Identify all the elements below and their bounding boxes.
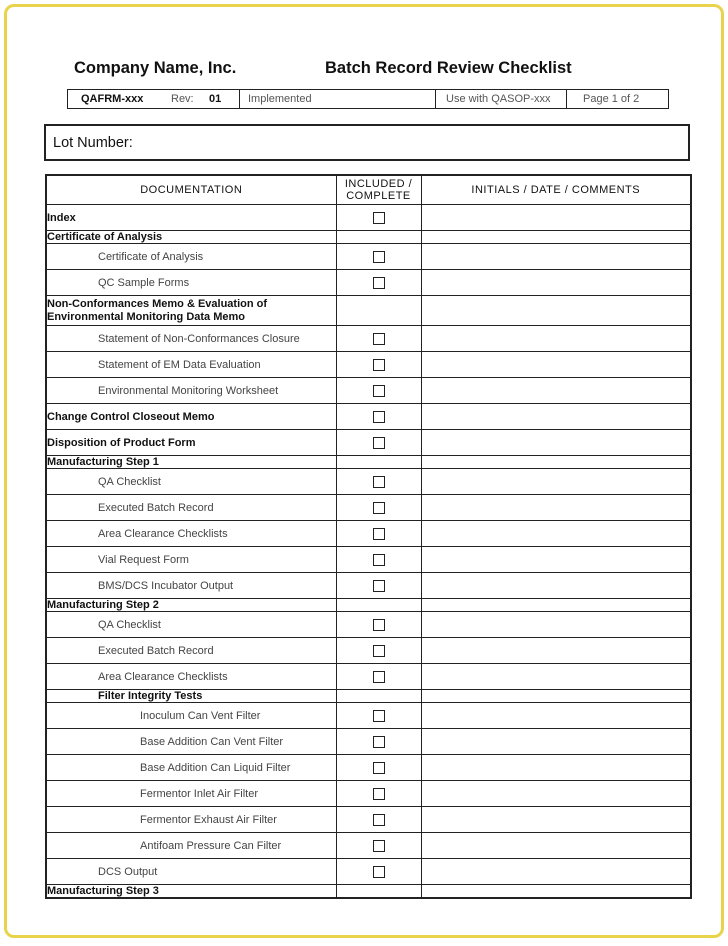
table-row xyxy=(46,612,691,638)
included-cell xyxy=(336,807,421,833)
row-label: Manufacturing Step 1 xyxy=(46,456,336,469)
included-cell xyxy=(336,781,421,807)
column-header-included: INCLUDED / COMPLETE xyxy=(336,175,421,205)
use-with-cell: Use with QASOP-xxx xyxy=(436,90,567,108)
included-cell xyxy=(336,664,421,690)
included-cell xyxy=(336,378,421,404)
row-label: Disposition of Product Form xyxy=(46,430,336,456)
table-row xyxy=(46,469,691,495)
row-label: Antifoam Pressure Can Filter xyxy=(46,833,336,859)
column-header-documentation: DOCUMENTATION xyxy=(46,175,336,205)
comments-cell[interactable] xyxy=(421,755,691,781)
included-checkbox[interactable] xyxy=(373,645,385,657)
row-label: Fermentor Inlet Air Filter xyxy=(46,781,336,807)
included-checkbox[interactable] xyxy=(373,671,385,683)
comments-cell[interactable] xyxy=(421,729,691,755)
included-cell xyxy=(336,573,421,599)
comments-cell[interactable] xyxy=(421,612,691,638)
comments-cell[interactable] xyxy=(421,270,691,296)
comments-cell[interactable] xyxy=(421,703,691,729)
row-label: Environmental Monitoring Worksheet xyxy=(46,378,336,404)
included-cell xyxy=(336,469,421,495)
comments-cell[interactable] xyxy=(421,807,691,833)
table-row xyxy=(46,296,691,326)
table-row xyxy=(46,378,691,404)
included-checkbox[interactable] xyxy=(373,251,385,263)
table-row xyxy=(46,456,691,469)
table-row xyxy=(46,231,691,244)
row-label: Non-Conformances Memo & Evaluation of Environmental Monitoring Data Memo xyxy=(46,296,336,326)
row-label: Base Addition Can Vent Filter xyxy=(46,729,336,755)
form-meta-bar xyxy=(67,89,669,109)
included-cell xyxy=(336,296,421,326)
included-cell xyxy=(336,326,421,352)
table-row xyxy=(46,885,691,899)
included-checkbox[interactable] xyxy=(373,411,385,423)
comments-cell[interactable] xyxy=(421,859,691,885)
comments-cell[interactable] xyxy=(421,664,691,690)
row-label: QA Checklist xyxy=(46,612,336,638)
included-checkbox[interactable] xyxy=(373,762,385,774)
included-cell xyxy=(336,495,421,521)
checklist-table xyxy=(45,174,692,899)
included-checkbox[interactable] xyxy=(373,333,385,345)
rev-label: Rev: xyxy=(171,93,194,105)
table-row xyxy=(46,729,691,755)
comments-cell[interactable] xyxy=(421,352,691,378)
table-row xyxy=(46,703,691,729)
comments-cell[interactable] xyxy=(421,296,691,326)
included-cell xyxy=(336,885,421,899)
row-label: Filter Integrity Tests xyxy=(46,690,336,703)
row-label: BMS/DCS Incubator Output xyxy=(46,573,336,599)
table-row xyxy=(46,326,691,352)
included-cell xyxy=(336,430,421,456)
row-label: QC Sample Forms xyxy=(46,270,336,296)
included-cell xyxy=(336,231,421,244)
included-checkbox[interactable] xyxy=(373,710,385,722)
comments-cell[interactable] xyxy=(421,638,691,664)
included-checkbox[interactable] xyxy=(373,385,385,397)
table-row xyxy=(46,755,691,781)
status-cell: Implemented xyxy=(240,90,436,108)
comments-cell[interactable] xyxy=(421,456,691,469)
included-cell xyxy=(336,270,421,296)
table-row xyxy=(46,404,691,430)
included-cell xyxy=(336,205,421,231)
table-row xyxy=(46,205,691,231)
table-row xyxy=(46,521,691,547)
column-header-comments: INITIALS / DATE / COMMENTS xyxy=(421,175,691,205)
checklist-rows xyxy=(46,205,691,899)
comments-cell[interactable] xyxy=(421,833,691,859)
row-label: Base Addition Can Liquid Filter xyxy=(46,755,336,781)
table-row xyxy=(46,244,691,270)
row-label: Change Control Closeout Memo xyxy=(46,404,336,430)
row-label: Executed Batch Record xyxy=(46,495,336,521)
included-cell xyxy=(336,690,421,703)
included-checkbox[interactable] xyxy=(373,277,385,289)
row-label: Fermentor Exhaust Air Filter xyxy=(46,807,336,833)
included-checkbox[interactable] xyxy=(373,580,385,592)
document-title: Batch Record Review Checklist xyxy=(325,59,572,77)
table-row xyxy=(46,859,691,885)
included-checkbox[interactable] xyxy=(373,840,385,852)
comments-cell[interactable] xyxy=(421,599,691,612)
included-checkbox[interactable] xyxy=(373,554,385,566)
row-label: Area Clearance Checklists xyxy=(46,664,336,690)
table-row xyxy=(46,664,691,690)
company-name: Company Name, Inc. xyxy=(74,59,237,77)
comments-cell[interactable] xyxy=(421,521,691,547)
included-cell xyxy=(336,404,421,430)
row-label: Manufacturing Step 2 xyxy=(46,599,336,612)
included-cell xyxy=(336,833,421,859)
included-cell xyxy=(336,755,421,781)
included-cell xyxy=(336,547,421,573)
row-label: Certificate of Analysis xyxy=(46,244,336,270)
table-header-row xyxy=(46,175,691,205)
included-cell xyxy=(336,859,421,885)
included-checkbox[interactable] xyxy=(373,476,385,488)
table-row xyxy=(46,599,691,612)
page-number: Page 1 of 2 xyxy=(583,93,640,105)
included-cell xyxy=(336,703,421,729)
comments-cell[interactable] xyxy=(421,404,691,430)
included-checkbox[interactable] xyxy=(373,502,385,514)
table-row xyxy=(46,547,691,573)
table-row xyxy=(46,638,691,664)
row-label: Index xyxy=(46,205,336,231)
included-checkbox[interactable] xyxy=(373,788,385,800)
comments-cell[interactable] xyxy=(421,205,691,231)
included-checkbox[interactable] xyxy=(373,866,385,878)
comments-cell[interactable] xyxy=(421,326,691,352)
comments-cell[interactable] xyxy=(421,573,691,599)
included-cell xyxy=(336,456,421,469)
included-cell xyxy=(336,352,421,378)
form-id-cell xyxy=(68,90,240,108)
included-checkbox[interactable] xyxy=(373,619,385,631)
row-label: Inoculum Can Vent Filter xyxy=(46,703,336,729)
row-label: QA Checklist xyxy=(46,469,336,495)
lot-number-field[interactable] xyxy=(44,124,690,161)
row-label: Area Clearance Checklists xyxy=(46,521,336,547)
table-row xyxy=(46,833,691,859)
comments-cell[interactable] xyxy=(421,495,691,521)
included-cell xyxy=(336,638,421,664)
row-label: Manufacturing Step 3 xyxy=(46,885,336,899)
row-label: Vial Request Form xyxy=(46,547,336,573)
table-row xyxy=(46,430,691,456)
included-cell xyxy=(336,521,421,547)
comments-cell[interactable] xyxy=(421,781,691,807)
comments-cell[interactable] xyxy=(421,690,691,703)
table-row xyxy=(46,781,691,807)
included-cell xyxy=(336,244,421,270)
table-row xyxy=(46,495,691,521)
comments-cell[interactable] xyxy=(421,231,691,244)
row-label: DCS Output xyxy=(46,859,336,885)
comments-cell[interactable] xyxy=(421,244,691,270)
comments-cell[interactable] xyxy=(421,430,691,456)
included-checkbox[interactable] xyxy=(373,814,385,826)
comments-cell[interactable] xyxy=(421,378,691,404)
comments-cell[interactable] xyxy=(421,547,691,573)
included-cell xyxy=(336,729,421,755)
included-checkbox[interactable] xyxy=(373,528,385,540)
checklist-page xyxy=(4,4,724,938)
row-label: Statement of EM Data Evaluation xyxy=(46,352,336,378)
row-label: Executed Batch Record xyxy=(46,638,336,664)
row-label: Certificate of Analysis xyxy=(46,231,336,244)
table-row xyxy=(46,573,691,599)
included-checkbox[interactable] xyxy=(373,736,385,748)
lot-number-label: Lot Number: xyxy=(53,134,133,151)
included-checkbox[interactable] xyxy=(373,212,385,224)
rev-number: 01 xyxy=(209,93,222,105)
table-row xyxy=(46,690,691,703)
table-row xyxy=(46,807,691,833)
form-id: QAFRM-xxx xyxy=(81,93,144,105)
comments-cell[interactable] xyxy=(421,885,691,899)
included-cell xyxy=(336,599,421,612)
row-label: Statement of Non-Conformances Closure xyxy=(46,326,336,352)
included-cell xyxy=(336,612,421,638)
comments-cell[interactable] xyxy=(421,469,691,495)
table-row xyxy=(46,270,691,296)
table-row xyxy=(46,352,691,378)
included-checkbox[interactable] xyxy=(373,437,385,449)
included-checkbox[interactable] xyxy=(373,359,385,371)
